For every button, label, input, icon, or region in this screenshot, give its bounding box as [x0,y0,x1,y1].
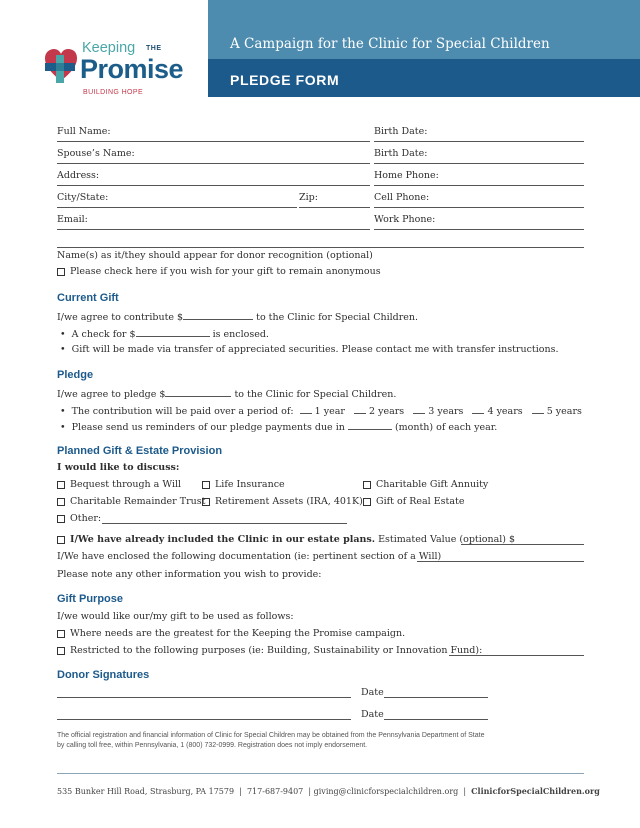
birth-date-field[interactable] [374,141,584,142]
full-name-field[interactable] [57,141,370,142]
anonymous-label: Please check here if you wish for your gift to remain anonymous [70,266,381,277]
other-info-label: Please note any other information you wish to provide: [57,569,322,580]
bullet: • [60,422,72,433]
signatures-heading: Donor Signatures [57,669,150,681]
disclaimer-line-2: by calling toll free, within Pennsylvania, 1 (800) 732-0999. Registration does not imply endorsement. [57,742,368,749]
period-1-field[interactable] [300,404,312,414]
estimated-value-label: Estimated Value (optional) $ [378,534,516,545]
city-state-field[interactable] [57,207,297,208]
reminder-post: (month) of each year. [394,422,498,433]
gift-purpose-intro: I/we would like our/my gift to be used as follows: [57,611,294,622]
footer-sep: | [308,787,312,796]
signature-1-field[interactable] [57,697,351,698]
annuity-checkbox[interactable] [363,481,371,489]
footer-contact [57,786,600,796]
signature-2-field[interactable] [57,719,351,720]
securities-line [60,344,559,356]
annuity-label: Charitable Gift Annuity [376,479,489,490]
gift-purpose-heading: Gift Purpose [57,593,124,605]
recognition-name-field[interactable] [57,247,584,248]
period-3-label: 3 years [428,406,464,417]
spouse-name-label: Spouse’s Name: [57,148,135,159]
securities-text: Gift will be made via transfer of appreciated securities. Please contact me with transfer instructions. [71,344,559,355]
email-field[interactable] [57,229,370,230]
recognition-name-label: Name(s) as it/they should appear for donor recognition (optional) [57,250,373,261]
spouse-birth-date-field[interactable] [374,163,584,164]
footer-sep: | [239,787,242,796]
date-1-field[interactable] [384,697,488,698]
current-gift-heading: Current Gift [57,292,119,304]
other-field[interactable] [102,523,347,524]
documentation-field[interactable] [417,561,584,562]
current-gift-agree [57,310,418,324]
period-2-field[interactable] [354,404,366,414]
estimated-value-field[interactable] [461,544,584,545]
estate-included-line [70,534,515,546]
logo-tagline: BUILDING HOPE [83,89,144,96]
full-name-label: Full Name: [57,126,111,137]
pledge-agree-pre: I/we agree to pledge $ [57,389,166,400]
bullet: • [60,344,72,355]
cell-phone-label: Cell Phone: [374,192,430,203]
zip-field[interactable] [299,207,370,208]
estate-included-checkbox[interactable] [57,536,65,544]
anonymous-checkbox[interactable] [57,268,65,276]
email-label: Email: [57,214,88,225]
date-1-label: Date [361,687,384,698]
check-amount-field[interactable] [136,327,210,337]
discuss-label: I would like to discuss: [57,462,180,473]
form-title: PLEDGE FORM [230,72,340,88]
period-5-field[interactable] [532,404,544,414]
pledge-period-label: The contribution will be paid over a period of: [71,406,294,417]
bullet: • [60,329,72,340]
pledge-amount-field[interactable] [165,387,231,397]
footer-divider [57,773,584,774]
remainder-trust-checkbox[interactable] [57,498,65,506]
documentation-label: I/We have enclosed the following documentation (ie: pertinent section of a Will) [57,551,442,562]
heart-cross-logo-icon [43,47,79,85]
retirement-label: Retirement Assets (IRA, 401K) [215,496,363,507]
restricted-field[interactable] [449,655,584,656]
life-insurance-label: Life Insurance [215,479,285,490]
address-field[interactable] [57,185,370,186]
pledge-period-line [60,404,582,418]
estate-included-text: I/We have already included the Clinic in our estate plans. [70,534,376,545]
address-label: Address: [57,170,100,181]
life-insurance-checkbox[interactable] [202,481,210,489]
reminder-month-field[interactable] [348,420,392,430]
current-gift-amount-field[interactable] [183,310,253,320]
cell-phone-field[interactable] [374,207,584,208]
pledge-agree [57,387,396,401]
other-label: Other: [70,513,102,524]
planned-gift-heading: Planned Gift & Estate Provision [57,445,223,457]
real-estate-checkbox[interactable] [363,498,371,506]
restricted-checkbox[interactable] [57,647,65,655]
period-5-label: 5 years [546,406,582,417]
work-phone-label: Work Phone: [374,214,436,225]
logo-the: THE [146,45,162,52]
spouse-name-field[interactable] [57,163,370,164]
check-enclosed-line [60,327,269,341]
birth-date-label: Birth Date: [374,126,428,137]
footer-phone: 717-687-9407 [246,787,304,796]
current-gift-agree-pre: I/we agree to contribute $ [57,312,184,323]
period-4-field[interactable] [472,404,484,414]
pledge-agree-post: to the Clinic for Special Children. [234,389,397,400]
work-phone-field[interactable] [374,229,584,230]
bequest-label: Bequest through a Will [70,479,182,490]
footer-sep: | [463,787,467,796]
restricted-label: Restricted to the following purposes (ie: Building, Sustainability or Innovation Fund): [70,645,483,656]
real-estate-label: Gift of Real Estate [376,496,465,507]
check-post: is enclosed. [212,329,269,340]
home-phone-label: Home Phone: [374,170,439,181]
remainder-trust-label: Charitable Remainder Trust [70,496,206,507]
period-4-label: 4 years [487,406,523,417]
footer-website[interactable]: ClinicforSpecialChildren.org [471,786,600,796]
period-3-field[interactable] [413,404,425,414]
other-checkbox[interactable] [57,515,65,523]
pledge-heading: Pledge [57,369,94,381]
date-2-field[interactable] [384,719,488,720]
city-state-label: City/State: [57,192,109,203]
check-pre: A check for $ [71,329,136,340]
home-phone-field[interactable] [374,185,584,186]
spouse-birth-date-label: Birth Date: [374,148,428,159]
logo-promise: Promise [80,54,184,84]
period-2-label: 2 years [369,406,405,417]
zip-label: Zip: [299,192,318,203]
footer-address: 535 Bunker Hill Road, Strasburg, PA 17579 [57,787,235,796]
footer-email[interactable]: giving@clinicforspecialchildren.org [313,787,459,796]
current-gift-agree-post: to the Clinic for Special Children. [256,312,419,323]
campaign-title: A Campaign for the Clinic for Special Children [230,36,550,52]
reminder-pre: Please send us reminders of our pledge payments due in [71,422,345,433]
bequest-checkbox[interactable] [57,481,65,489]
disclaimer-line-1: The official registration and financial information of Clinic for Special Children may be obtained from the Pennsylvania Department of State [57,732,485,739]
logo-keeping: Keeping [82,40,136,56]
period-1-label: 1 year [314,406,345,417]
date-2-label: Date [361,709,384,720]
greatest-need-label: Where needs are the greatest for the Keeping the Promise campaign. [70,628,406,639]
bullet: • [60,406,72,417]
greatest-need-checkbox[interactable] [57,630,65,638]
retirement-checkbox[interactable] [202,498,210,506]
pledge-reminder-line [60,420,497,434]
